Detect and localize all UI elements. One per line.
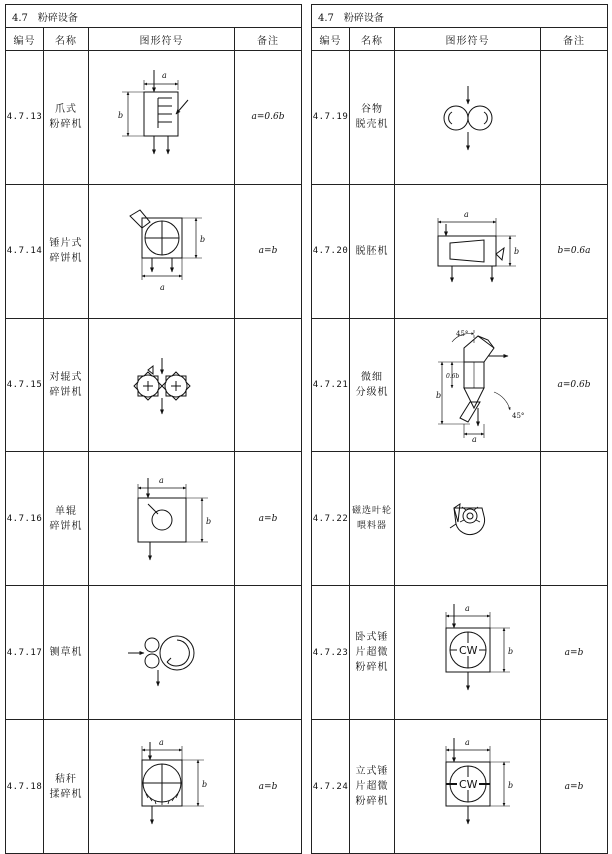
angle-label: 45° [511, 412, 524, 421]
table-row [6, 318, 302, 452]
item-remark [541, 51, 608, 185]
grain-huller-symbol [395, 51, 541, 185]
micro-classifier-symbol [395, 318, 541, 452]
section-title [312, 5, 608, 28]
name-line: 粉碎机 [49, 119, 83, 131]
dimension-label: b [201, 779, 207, 789]
degerminator-symbol [395, 184, 541, 318]
item-code: 4.7.19 [312, 51, 350, 185]
table-row [312, 452, 608, 586]
name-line: 片超微 [355, 647, 389, 659]
straw-kneading-crusher-symbol [89, 720, 235, 854]
item-name [350, 318, 395, 452]
item-code: 4.7.17 [6, 586, 44, 720]
single-roll-crusher-symbol [89, 452, 235, 586]
cw-label: CW [458, 643, 478, 657]
item-name [350, 586, 395, 720]
symbol-table-right [311, 4, 608, 854]
dimension-label: a [464, 737, 470, 747]
name-line: 碎饼机 [49, 520, 83, 532]
header-code: 编号 [312, 28, 350, 51]
dimension-label: b [513, 247, 519, 257]
dimension-label: b [507, 780, 513, 790]
dimension-label: a [159, 283, 165, 293]
name-line: 微细 [361, 372, 383, 384]
vertical-ultrafine-hammer-mill-symbol [395, 720, 541, 854]
dimension-label: b [507, 646, 513, 656]
header-remark: 备注 [235, 28, 302, 51]
standard-page [5, 4, 607, 851]
dimension-label: b [435, 391, 441, 401]
item-name [350, 51, 395, 185]
name-line: 喂料器 [356, 520, 387, 531]
name-line: 卧式锤 [355, 632, 389, 644]
item-remark: a=b [235, 452, 302, 586]
name-line: 揉碎机 [49, 788, 83, 800]
item-remark: a=b [235, 720, 302, 854]
claw-crusher-symbol [89, 51, 235, 185]
item-name [44, 51, 89, 185]
item-code: 4.7.18 [6, 720, 44, 854]
name-line: 立式锤 [355, 766, 389, 778]
item-code: 4.7.20 [312, 184, 350, 318]
item-remark: a=b [235, 184, 302, 318]
table-row [312, 586, 608, 720]
table-row [6, 184, 302, 318]
horizontal-ultrafine-hammer-mill-symbol [395, 586, 541, 720]
header-symbol: 图形符号 [395, 28, 541, 51]
table-row [6, 586, 302, 720]
name-line: 碎饼机 [49, 387, 83, 399]
hammer-cake-crusher-symbol [89, 184, 235, 318]
double-roll-crusher-symbol [89, 318, 235, 452]
item-remark [541, 452, 608, 586]
name-line: 磁选叶轮 [351, 505, 392, 516]
angle-label: 45° [455, 330, 468, 339]
dimension-label: a [464, 603, 470, 613]
name-line: 分级机 [355, 387, 389, 399]
header-symbol: 图形符号 [89, 28, 235, 51]
dimension-label: a [471, 435, 477, 445]
section-number: 4.7 [318, 12, 334, 24]
name-line: 脱胚机 [355, 245, 389, 257]
header-code: 编号 [6, 28, 44, 51]
dimension-label: a [161, 71, 167, 81]
table-row [6, 720, 302, 854]
dimension-label: a [463, 210, 469, 220]
name-line: 秸秆 [55, 773, 77, 785]
name-line: 脱壳机 [355, 119, 389, 131]
magnetic-impeller-feeder-symbol [395, 452, 541, 586]
header-name: 名称 [350, 28, 395, 51]
header-name: 名称 [44, 28, 89, 51]
dimension-label: a [158, 475, 164, 485]
name-line: 对辊式 [49, 372, 83, 384]
table-row [6, 452, 302, 586]
item-remark: a=b [541, 586, 608, 720]
dimension-label: b [199, 235, 205, 245]
item-remark: a=0.6b [235, 51, 302, 185]
item-name [350, 452, 395, 586]
item-code: 4.7.21 [312, 318, 350, 452]
section-name: 粉碎设备 [37, 12, 78, 24]
item-code: 4.7.22 [312, 452, 350, 586]
table-row [312, 184, 608, 318]
table-row [6, 51, 302, 185]
name-line: 单辊 [55, 505, 77, 517]
item-remark [235, 318, 302, 452]
section-title [6, 5, 302, 28]
table-row [312, 720, 608, 854]
item-name [44, 720, 89, 854]
item-remark: a=b [541, 720, 608, 854]
item-code: 4.7.24 [312, 720, 350, 854]
header-remark: 备注 [541, 28, 608, 51]
name-line: 粉碎机 [355, 796, 389, 808]
dimension-label: b [205, 516, 211, 526]
item-code: 4.7.13 [6, 51, 44, 185]
item-code: 4.7.16 [6, 452, 44, 586]
section-number: 4.7 [12, 12, 28, 24]
name-line: 爪式 [55, 104, 77, 116]
item-code: 4.7.15 [6, 318, 44, 452]
item-remark [235, 586, 302, 720]
symbol-table-left [5, 4, 302, 854]
item-code: 4.7.23 [312, 586, 350, 720]
item-remark: a=0.6b [541, 318, 608, 452]
item-remark: b=0.6a [541, 184, 608, 318]
item-code: 4.7.14 [6, 184, 44, 318]
item-name [44, 184, 89, 318]
item-name [350, 184, 395, 318]
name-line: 铡草机 [49, 647, 83, 659]
table-row [312, 51, 608, 185]
item-name [44, 586, 89, 720]
item-name [44, 318, 89, 452]
name-line: 粉碎机 [355, 662, 389, 674]
name-line: 碎饼机 [49, 253, 83, 265]
name-line: 锤片式 [49, 238, 83, 250]
cw-label: CW [458, 777, 478, 791]
chaff-cutter-symbol [89, 586, 235, 720]
dimension-label: a [158, 737, 164, 747]
dimension-label: 0.6b [445, 373, 459, 381]
dimension-label: b [117, 111, 123, 121]
item-name [350, 720, 395, 854]
table-row [312, 318, 608, 452]
item-name [44, 452, 89, 586]
section-name: 粉碎设备 [343, 12, 384, 24]
name-line: 谷物 [361, 104, 383, 116]
name-line: 片超微 [355, 781, 389, 793]
